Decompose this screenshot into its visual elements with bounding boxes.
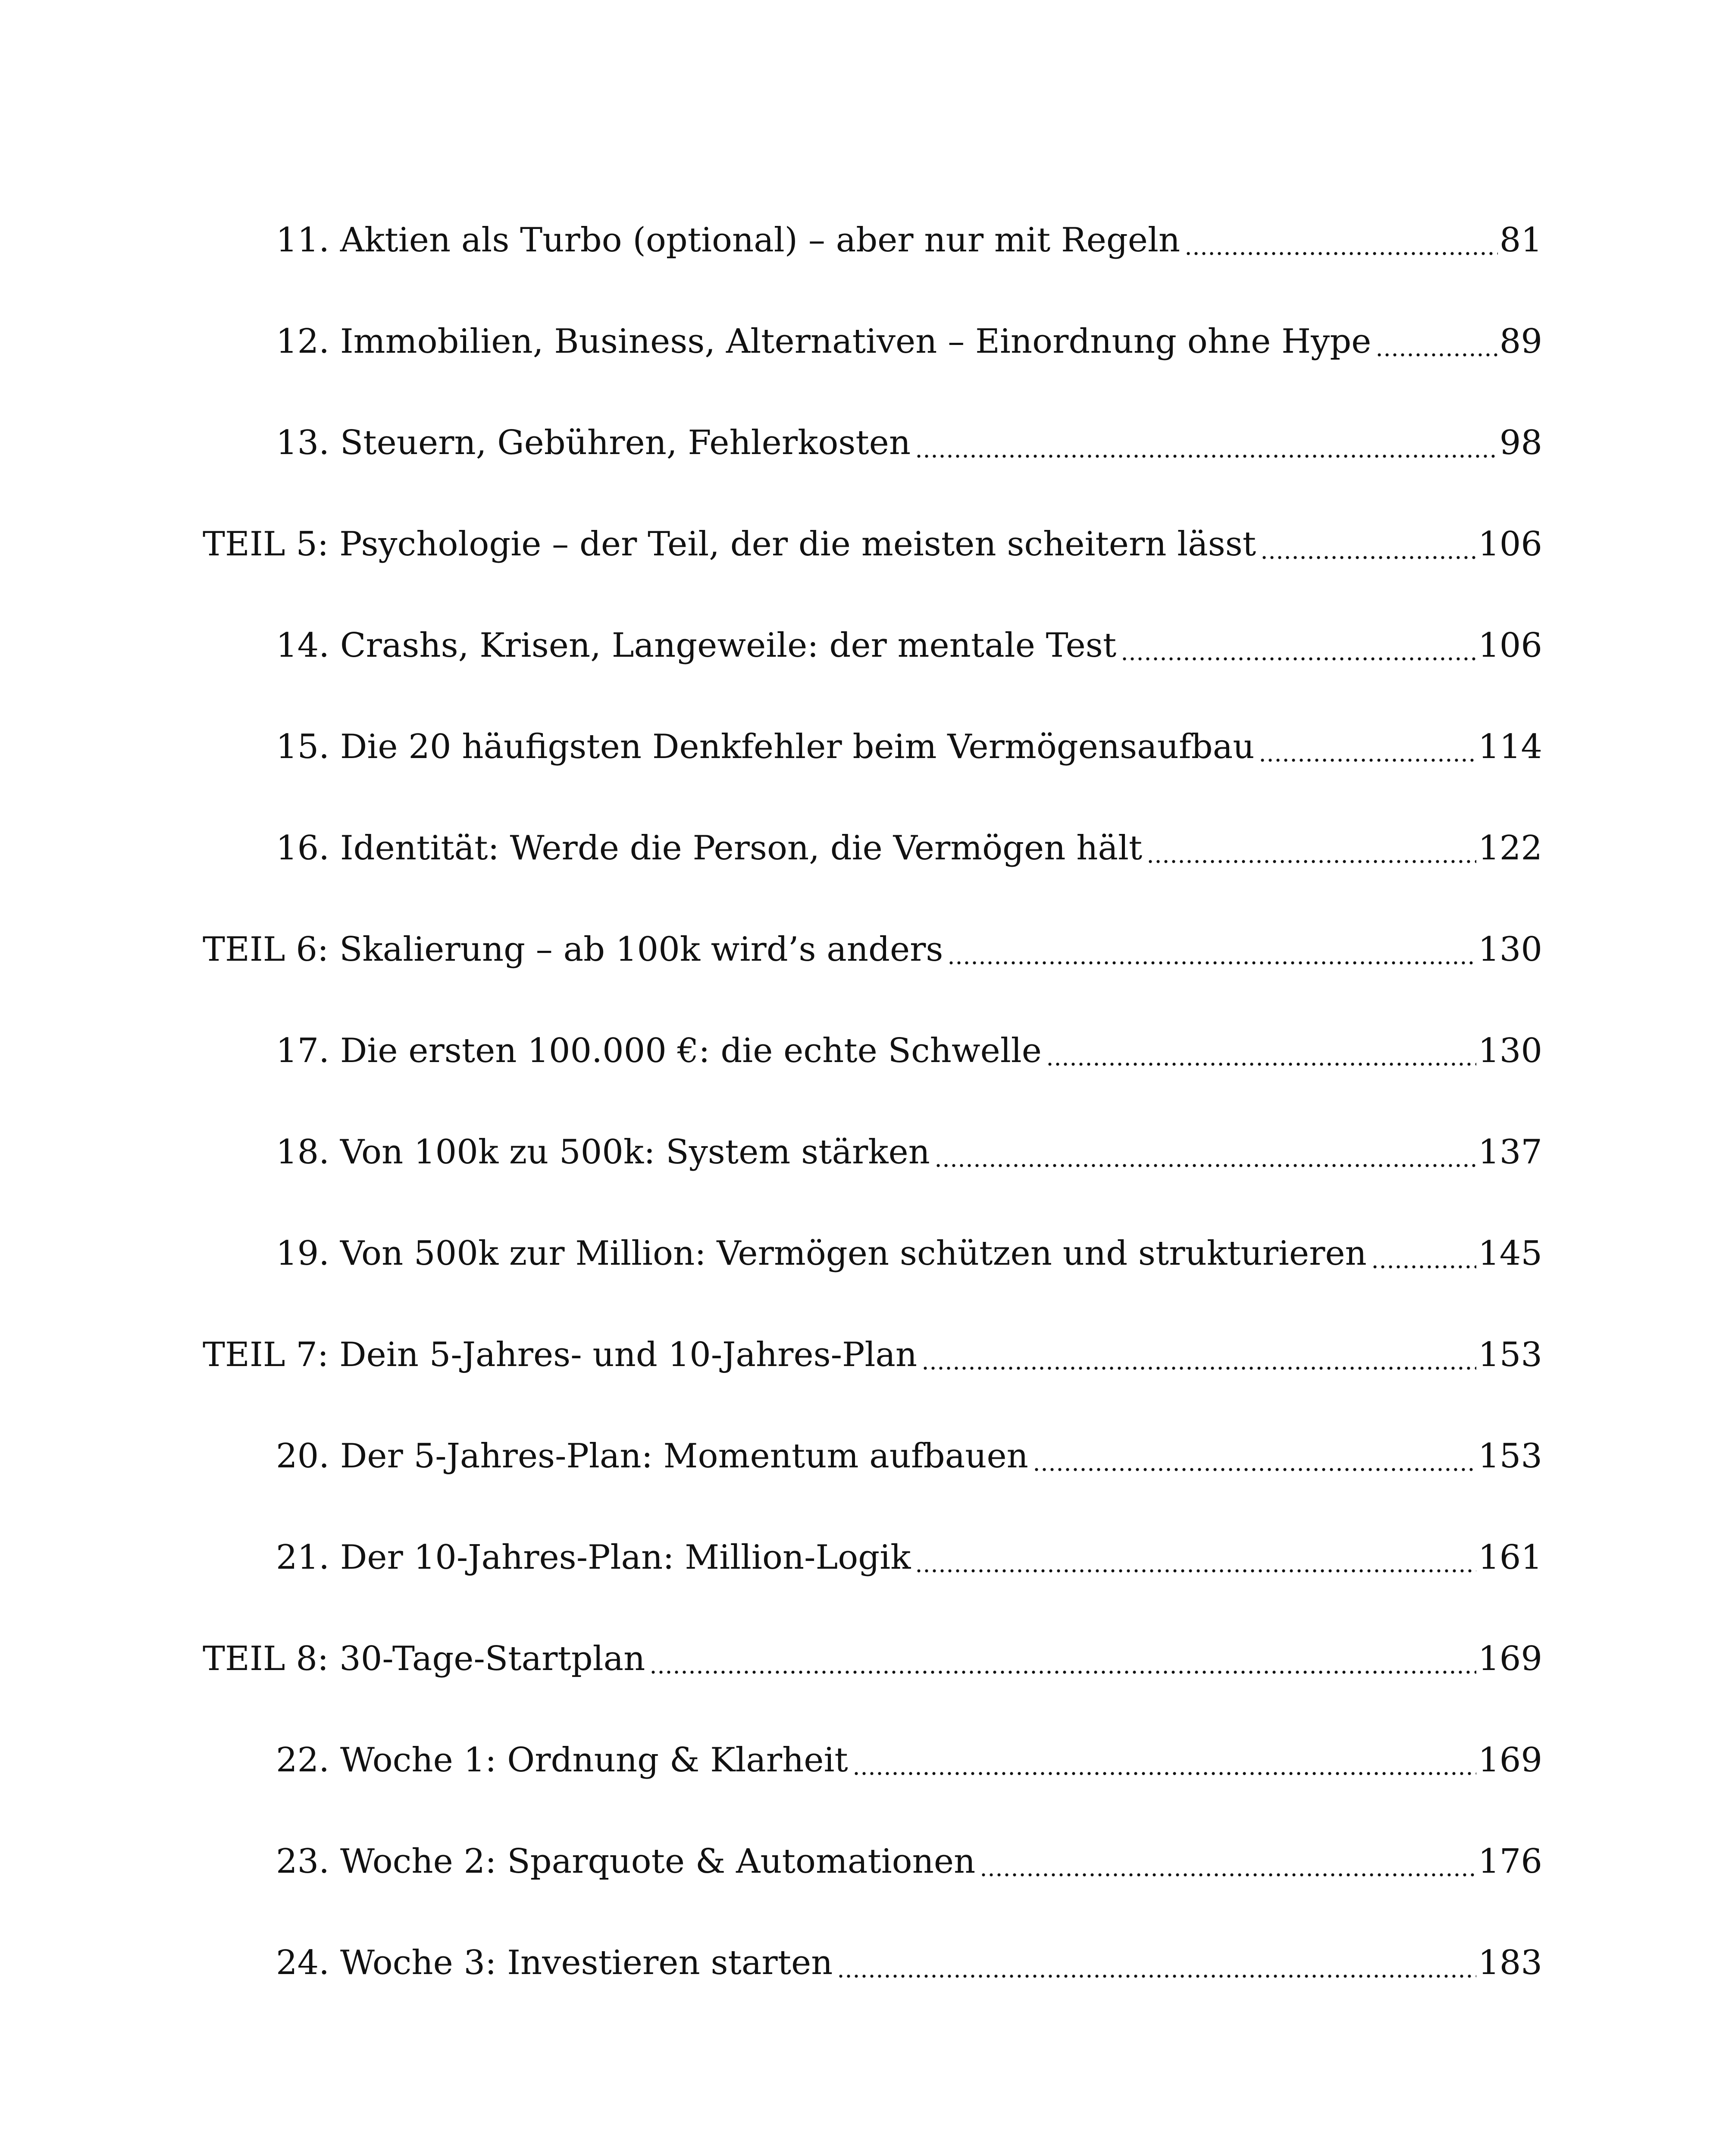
toc-entry bbox=[203, 509, 1542, 564]
dot-leader bbox=[915, 1540, 1476, 1573]
toc-entry-title: TEIL 7: Dein 5-Jahres- und 10-Jahres-Plan bbox=[203, 1335, 918, 1374]
dot-leader bbox=[1046, 1033, 1476, 1067]
toc-entry-page: 130 bbox=[1478, 930, 1542, 969]
toc-entry-page: 81 bbox=[1499, 221, 1542, 260]
toc-entry-page: 106 bbox=[1478, 525, 1542, 564]
toc-entry bbox=[276, 1117, 1542, 1172]
toc-entry-page: 98 bbox=[1499, 423, 1542, 462]
toc-entry bbox=[276, 1928, 1542, 1980]
toc-entry-title: 23. Woche 2: Sparquote & Automationen bbox=[276, 1842, 976, 1881]
toc-entry bbox=[276, 307, 1542, 361]
toc-entry-page: 145 bbox=[1478, 1234, 1542, 1273]
toc-entry-page: 153 bbox=[1478, 1437, 1542, 1476]
dot-leader bbox=[1033, 1438, 1476, 1472]
dot-leader bbox=[947, 932, 1476, 965]
toc-entry-page: 89 bbox=[1499, 322, 1542, 361]
dot-leader bbox=[921, 1337, 1476, 1371]
dot-leader bbox=[1375, 324, 1497, 357]
toc-entry bbox=[203, 1624, 1542, 1676]
toc-entry bbox=[276, 813, 1542, 868]
toc-entry bbox=[276, 1016, 1542, 1068]
dot-leader bbox=[837, 1945, 1476, 1979]
toc-entry-title: 15. Die 20 häufigsten Denkfehler beim Vermögensaufbau bbox=[276, 727, 1255, 766]
toc-entry-page: 169 bbox=[1478, 1639, 1542, 1678]
toc-entry bbox=[276, 205, 1542, 260]
toc-entry-title: TEIL 6: Skalierung – ab 100k wird’s anders bbox=[203, 930, 943, 969]
toc-entry-title: 14. Crashs, Krisen, Langeweile: der mentale Test bbox=[276, 626, 1117, 665]
toc-entry-title: 17. Die ersten 100.000 €: die echte Schwelle bbox=[276, 1031, 1042, 1070]
toc-entry bbox=[203, 1320, 1542, 1372]
toc-entry bbox=[276, 1421, 1542, 1476]
toc-entry-title: 24. Woche 3: Investieren starten bbox=[276, 1943, 833, 1982]
toc-entry-page: 176 bbox=[1478, 1842, 1542, 1881]
toc-entry-title: 20. Der 5-Jahres-Plan: Momentum aufbauen bbox=[276, 1437, 1028, 1476]
toc-entry-page: 153 bbox=[1478, 1335, 1542, 1374]
toc-entry bbox=[276, 1219, 1542, 1273]
toc-entry-page: 130 bbox=[1478, 1031, 1542, 1070]
toc-entry-title: 13. Steuern, Gebühren, Fehlerkosten bbox=[276, 423, 911, 462]
toc-entry bbox=[276, 611, 1542, 665]
toc-entry-page: 122 bbox=[1478, 829, 1542, 868]
toc-entry-page: 137 bbox=[1478, 1133, 1542, 1172]
dot-leader bbox=[649, 1641, 1476, 1675]
toc-entry bbox=[276, 712, 1542, 764]
dot-leader bbox=[852, 1742, 1476, 1776]
dot-leader bbox=[1146, 830, 1476, 864]
toc-entry-title: 19. Von 500k zur Million: Vermögen schützen und strukturieren bbox=[276, 1234, 1367, 1273]
toc-entry-page: 183 bbox=[1478, 1943, 1542, 1982]
dot-leader bbox=[1121, 628, 1476, 661]
toc-entry-title: TEIL 8: 30-Tage-Startplan bbox=[203, 1639, 645, 1678]
toc-entry-title: TEIL 5: Psychologie – der Teil, der die meisten scheitern lässt bbox=[203, 525, 1256, 564]
toc-entry-title: 22. Woche 1: Ordnung & Klarheit bbox=[276, 1741, 848, 1780]
toc-entry bbox=[203, 915, 1542, 969]
toc-entry bbox=[276, 1725, 1542, 1780]
dot-leader bbox=[980, 1844, 1476, 1877]
toc-entry-title: 18. Von 100k zu 500k: System stärken bbox=[276, 1133, 930, 1172]
dot-leader bbox=[1259, 729, 1476, 763]
toc-entry bbox=[276, 1523, 1542, 1577]
toc-entry-title: 11. Aktien als Turbo (optional) – aber nur mit Regeln bbox=[276, 221, 1181, 260]
dot-leader bbox=[1260, 526, 1476, 560]
toc-entry bbox=[276, 1827, 1542, 1881]
toc-entry-page: 169 bbox=[1478, 1741, 1542, 1780]
toc-entry-page: 161 bbox=[1478, 1538, 1542, 1577]
dot-leader bbox=[915, 425, 1498, 459]
toc-entry-page: 106 bbox=[1478, 626, 1542, 665]
dot-leader bbox=[1184, 222, 1498, 256]
toc-entry-page: 114 bbox=[1478, 727, 1542, 766]
toc-entry bbox=[276, 408, 1542, 460]
toc-entry-title: 21. Der 10-Jahres-Plan: Million-Logik bbox=[276, 1538, 911, 1577]
toc-entry-title: 12. Immobilien, Business, Alternativen – Einordnung ohne Hype bbox=[276, 322, 1372, 361]
toc-entry-title: 16. Identität: Werde die Person, die Vermögen hält bbox=[276, 829, 1143, 868]
dot-leader bbox=[934, 1134, 1476, 1168]
dot-leader bbox=[1371, 1236, 1476, 1269]
